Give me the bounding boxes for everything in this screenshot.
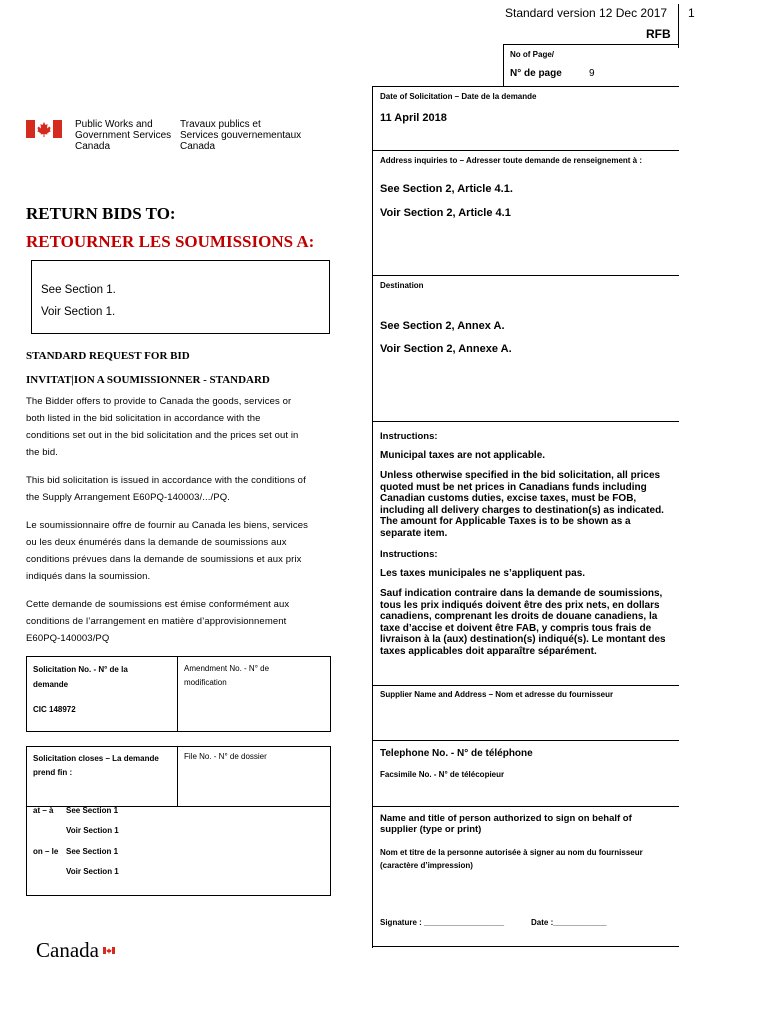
- label-line: Nom et titre de la personne autorisée à signer au nom du fournisseur: [380, 848, 643, 857]
- canada-wordmark: [36, 938, 99, 963]
- bidder-offer-paragraph: [26, 393, 336, 461]
- paragraph-line: The amount for Applicable Taxes is to be shown as a: [380, 516, 631, 527]
- paragraph-line: tous les prix indiqués doivent être des prix nets, en dollars: [380, 599, 660, 611]
- return-bids-title-fr: RETOURNER LES SOUMISSIONS A:: [26, 232, 315, 251]
- label-line: Solicitation No. - N° de la: [33, 665, 128, 674]
- paragraph-line: conditions set out in the bid solicitation and the prices set out in: [26, 430, 299, 441]
- date-line[interactable]: Date :____________: [531, 918, 607, 927]
- paragraph-line: Canadian customs duties, excise taxes, must be FOB,: [380, 493, 637, 504]
- facsimile-label: Facsimile No. - N° de télécopieur: [380, 770, 505, 779]
- rule: [372, 740, 679, 741]
- logo-fr-line: Travaux publics et: [180, 119, 261, 130]
- telephone-label: Telephone No. - N° de téléphone: [380, 748, 533, 759]
- solicitation-date-label: Date of Solicitation – Date de la demande: [380, 92, 537, 101]
- file-no-label: File No. - N° de dossier: [184, 752, 267, 761]
- instructions-body-en: [380, 470, 680, 539]
- rule: [372, 86, 679, 87]
- paragraph-line: Unless otherwise specified in the bid solicitation, all prices: [380, 470, 661, 481]
- header-divider: [678, 4, 679, 48]
- logo-en-line: Public Works and: [75, 119, 153, 130]
- at-value-fr: Voir Section 1: [66, 826, 119, 835]
- label-line: Amendment No. - N° de: [184, 664, 270, 673]
- at-value-en: See Section 1: [66, 806, 119, 815]
- signature-line[interactable]: Signature : __________________: [380, 918, 505, 927]
- label-line: Name and title of person authorized to sign on behalf of: [380, 813, 632, 824]
- paragraph-line: the Supply Arrangement E60PQ-140003/.../PQ.: [26, 492, 230, 503]
- no-de-page-label: N° de page: [510, 68, 562, 79]
- inquiries-value-fr: Voir Section 2, Article 4.1: [380, 207, 511, 219]
- on-value-en: See Section 1: [66, 847, 119, 856]
- supplier-name-label: Supplier Name and Address – Nom et adresse du fournisseur: [380, 690, 614, 699]
- paragraph-line: livraison à la (aux) destination(s) indiqué(s). Le montant des: [380, 634, 666, 645]
- paragraph-line: both listed in the bid solicitation in accordance with the: [26, 413, 261, 424]
- authorized-person-label-fr: [380, 846, 643, 872]
- instructions-municipal-fr: Les taxes municipales ne s’appliquent pas.: [380, 568, 586, 579]
- label-line: prend fin :: [33, 768, 73, 777]
- label-line: demande: [33, 680, 69, 689]
- cette-demande-paragraph: [26, 596, 336, 647]
- solicitation-date-value: 11 April 2018: [380, 112, 447, 124]
- right-column-border: [372, 86, 373, 948]
- amendment-no-label: [184, 662, 269, 690]
- at-label: at – à: [33, 806, 54, 815]
- rule: [177, 746, 178, 806]
- paragraph-line: the bid.: [26, 447, 58, 458]
- supply-arrangement-paragraph: [26, 472, 336, 506]
- paragraph-line: taxe d’accise et doivent être FAB, y compris tous frais de: [380, 622, 652, 634]
- paragraph-line: including all delivery charges to destination(s) as indicated.: [380, 504, 664, 516]
- logo-en-line: Government Services: [75, 130, 172, 141]
- paragraph-line: Sauf indication contraire dans la demande de soumissions,: [380, 588, 663, 599]
- standard-title-en: STANDARD REQUEST FOR BID: [26, 350, 190, 362]
- paragraph-line: The Bidder offers to provide to Canada the goods, services or: [26, 396, 292, 407]
- rule: [372, 685, 679, 686]
- label-line: Solicitation closes – La demande: [33, 754, 159, 763]
- label-line: modification: [184, 678, 227, 687]
- destination-value-fr: Voir Section 2, Annexe A.: [380, 343, 512, 355]
- doc-type: RFB: [646, 27, 671, 41]
- page-count: 9: [589, 68, 595, 79]
- soumissionnaire-paragraph: [26, 517, 336, 585]
- rule: [372, 275, 679, 276]
- logo-en-line: Canada: [75, 141, 111, 152]
- label-line: supplier (type or print): [380, 824, 482, 835]
- paragraph-line: canadiens, comprenant les droits de douane canadiens, la: [380, 611, 658, 622]
- logo-fr-line: Canada: [180, 141, 216, 152]
- rule: [372, 421, 679, 422]
- solicitation-no-label: [33, 662, 128, 692]
- on-label: on – le: [33, 847, 59, 856]
- rule: [503, 44, 679, 45]
- return-box-fr: Voir Section 1.: [41, 306, 116, 318]
- rule: [372, 946, 679, 947]
- version-label: Standard version 12 Dec 2017: [505, 6, 668, 20]
- return-bids-box: [31, 260, 330, 334]
- return-bids-title-en: RETURN BIDS TO:: [26, 204, 176, 223]
- paragraph-line: conditions de l’arrangement en matière d’approvisionnement: [26, 616, 287, 627]
- paragraph-line: This bid solicitation is issued in accordance with the conditions of: [26, 475, 306, 486]
- instructions-municipal-en: Municipal taxes are not applicable.: [380, 450, 546, 461]
- destination-label: Destination: [380, 281, 424, 290]
- wordmark-flag-icon: [103, 941, 115, 948]
- no-of-page-label: No of Page/: [510, 50, 555, 59]
- rule: [372, 150, 679, 151]
- solicitation-closes-label: [33, 752, 159, 780]
- standard-title-fr: INVITAT|ION A SOUMISSIONNER - STANDARD: [26, 374, 270, 386]
- wordmark-text: Canada: [36, 938, 99, 962]
- instructions-body-fr: [380, 588, 680, 657]
- rule: [372, 806, 679, 807]
- authorized-person-label-en: [380, 813, 632, 835]
- instructions-label-fr: Instructions:: [380, 549, 438, 560]
- paragraph-line: ou les deux énumérés dans la demande de soumissions aux: [26, 537, 287, 548]
- solicitation-no-value: CIC 148972: [33, 705, 76, 714]
- inquiries-label: Address inquiries to – Adresser toute demande de renseignement à :: [380, 156, 642, 165]
- on-value-fr: Voir Section 1: [66, 867, 119, 876]
- logo-text-fr: [180, 119, 301, 152]
- paragraph-line: Cette demande de soumissions est émise conformément aux: [26, 599, 290, 610]
- destination-value-en: See Section 2, Annex A.: [380, 320, 505, 332]
- right-col-border: [503, 44, 504, 86]
- paragraph-line: indiqués dans la soumission.: [26, 571, 151, 582]
- instructions-label-en: Instructions:: [380, 431, 438, 442]
- paragraph-line: E60PQ-140003/PQ: [26, 633, 110, 644]
- page-number: 1: [688, 6, 695, 20]
- rule: [177, 656, 178, 732]
- label-line: (caractère d’impression): [380, 861, 473, 870]
- paragraph-line: separate item.: [380, 527, 448, 539]
- paragraph-line: quoted must be net prices in Canadians funds including: [380, 481, 647, 493]
- return-box-en: See Section 1.: [41, 284, 116, 296]
- inquiries-value-en: See Section 2, Article 4.1.: [380, 183, 513, 195]
- canada-flag-icon: [26, 120, 62, 138]
- logo-text-en: [75, 119, 171, 152]
- paragraph-line: conditions prévues dans la demande de soumissions et aux prix: [26, 554, 302, 565]
- paragraph-line: taxes applicables doit apparaître séparément.: [380, 645, 597, 657]
- logo-fr-line: Services gouvernementaux: [180, 130, 302, 141]
- paragraph-line: Le soumissionnaire offre de fournir au Canada les biens, services: [26, 520, 308, 531]
